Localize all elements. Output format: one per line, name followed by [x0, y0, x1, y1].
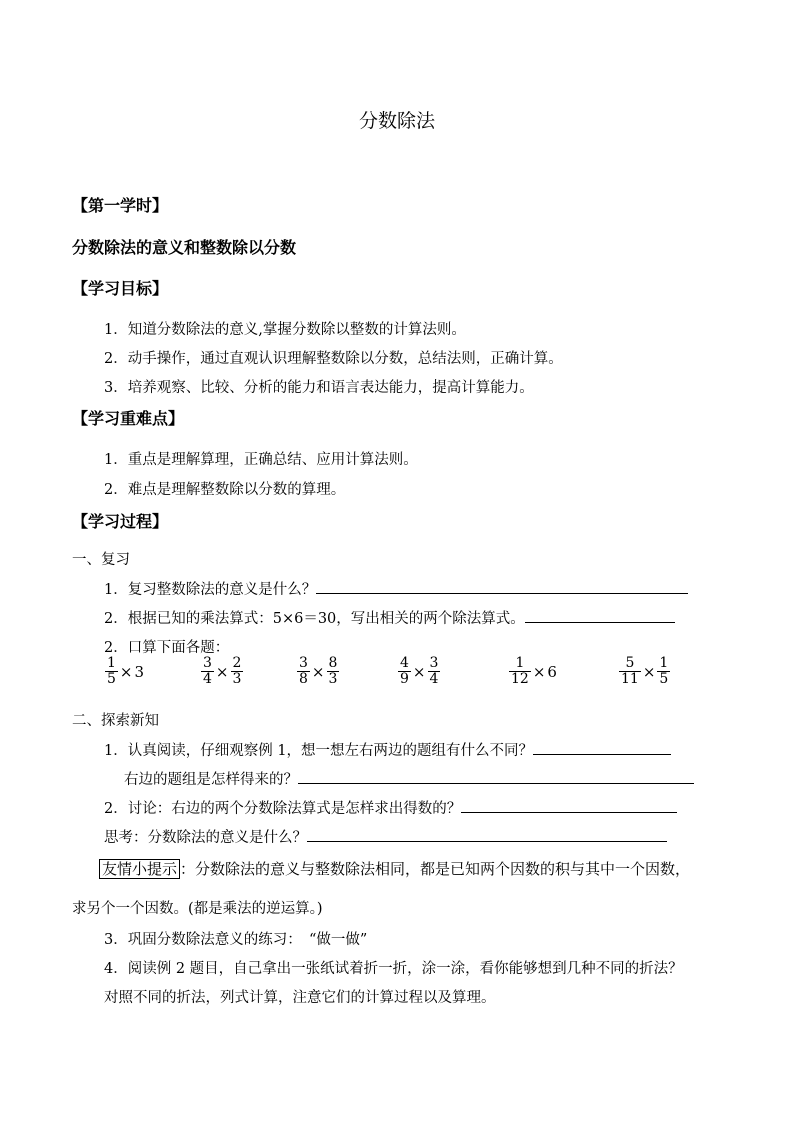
answer-line[interactable] [533, 740, 671, 755]
page-title: 分数除法 [358, 110, 435, 132]
fraction: $\frac{3}{4}$ [429, 655, 439, 687]
fraction: $\frac{2}{3}$ [232, 655, 242, 687]
question-text: 2．讨论：右边的两个分数除法算式是怎样求出得数的？ [104, 801, 462, 817]
question-text: 右边的题组是怎样得来的？ [124, 772, 298, 788]
fraction: $\frac{3}{8}$ [299, 655, 308, 687]
explore-question-1b [124, 768, 694, 789]
explore-heading: 二、探索新知 [72, 713, 159, 729]
explore-question-4b: 对照不同的折法，列式计算，注意它们的计算过程以及算理。 [104, 990, 496, 1006]
key-point-item: 1．重点是理解算理，正确总结、应用计算法则。 [104, 452, 418, 468]
tip-text: ：分数除法的意义与整数除法相同，都是已知两个因数的积与其中一个因数， [180, 860, 691, 878]
answer-line[interactable] [316, 579, 688, 594]
explore-question-2 [104, 797, 677, 818]
answer-line[interactable] [307, 827, 667, 842]
review-question-3: 2．口算下面各题： [104, 640, 230, 656]
key-point-item: 2．难点是理解整数除以分数的算理。 [104, 482, 346, 498]
tip-continuation: 求另个一个因数。(都是乘法的逆运算。) [72, 901, 323, 917]
fraction: $\frac{8}{3}$ [328, 655, 338, 687]
explore-question-4: 4．阅读例 2 题目，自己拿出一张纸试着折一折，涂一涂，看你能够想到几种不同的折法？ [104, 961, 683, 977]
lesson-subtitle: 分数除法的意义和整数除以分数 [72, 238, 297, 257]
question-text: 2．根据已知的乘法算式：5×6＝30，写出相关的两个除法算式。 [104, 611, 525, 627]
fraction: $\frac{4}{9}$ [400, 655, 409, 687]
math-expression: $\frac{4}{9}$ × $\frac{3}{4}$ [400, 655, 439, 687]
question-text: 思考：分数除法的意义是什么？ [104, 830, 307, 846]
tip-line [99, 858, 690, 879]
tip-label: 友情小提示 [99, 859, 180, 879]
math-expression: $\frac{1}{12}$ × 6 [511, 655, 557, 687]
question-text: 1．复习整数除法的意义是什么？ [104, 582, 317, 598]
fraction: $\frac{1}{5}$ [107, 655, 116, 687]
key-points-header: 【学习重难点】 [72, 409, 185, 428]
question-text: 1．认真阅读，仔细观察例 1，想一想左右两边的题组有什么不同？ [104, 743, 534, 759]
answer-line[interactable] [298, 769, 694, 784]
goal-item: 2．动手操作，通过直观认识理解整数除以分数，总结法则，正确计算。 [104, 351, 563, 367]
fraction: $\frac{3}{4}$ [203, 655, 212, 687]
answer-line[interactable] [461, 798, 677, 813]
review-question-2 [104, 607, 675, 628]
explore-question-3: 3．巩固分数除法意义的练习： “做一做” [104, 932, 368, 948]
goal-item: 1．知道分数除法的意义,掌握分数除以整数的计算法则。 [104, 322, 466, 338]
goals-header: 【学习目标】 [72, 279, 169, 298]
math-expression: $\frac{3}{4}$ × $\frac{2}{3}$ [203, 655, 242, 687]
math-expression: $\frac{5}{11}$ × $\frac{1}{5}$ [621, 655, 669, 687]
math-expression: $\frac{3}{8}$ × $\frac{8}{3}$ [299, 655, 338, 687]
fraction: $\frac{1}{12}$ [511, 655, 529, 687]
explore-question-1 [104, 739, 671, 760]
review-question-1 [104, 578, 688, 599]
think-question [104, 826, 667, 847]
review-heading: 一、复习 [72, 552, 130, 568]
fraction: $\frac{1}{5}$ [659, 655, 669, 687]
fraction: $\frac{5}{11}$ [621, 655, 639, 687]
lesson-header: 【第一学时】 [72, 196, 169, 215]
goal-item: 3．培养观察、比较、分析的能力和语言表达能力，提高计算能力。 [104, 380, 534, 396]
process-header: 【学习过程】 [72, 512, 169, 531]
math-expression: $\frac{1}{5}$ × 3 [107, 655, 145, 687]
answer-line[interactable] [525, 608, 675, 623]
